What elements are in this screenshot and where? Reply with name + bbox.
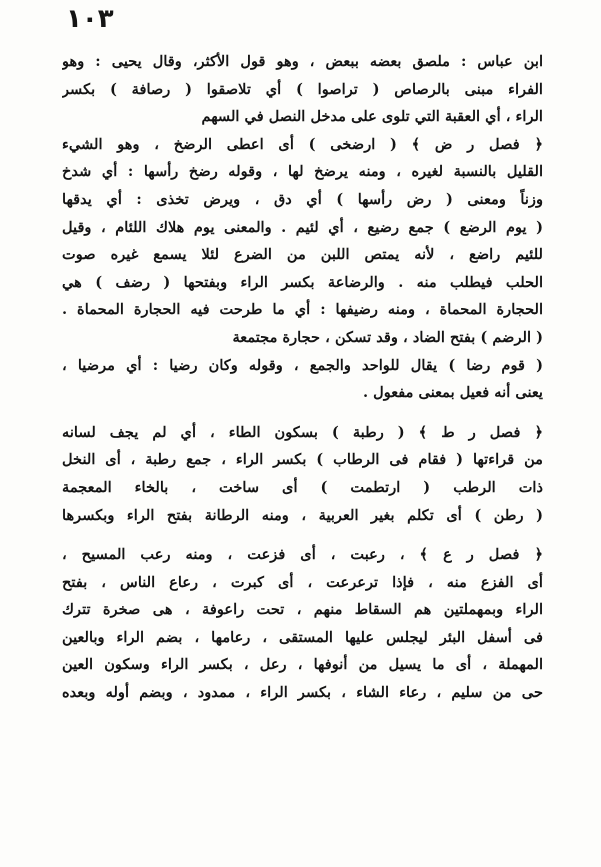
text-line: وزناً ومعنى ( رض رأسها ) أي دق ، ويرض تخذى : أي يدقها [62,190,543,208]
text-line: ( الرضم ) بفتح الضاد ، وقد تسكن ، حجارة مجتمعة [232,328,543,346]
text-line: ابن عباس : ملصق بعضه ببعض ، وهو قول الأكثر، وقال يحيى : وهو [62,53,543,70]
text-line: حى من سليم ، رعاء الشاء ، بكسر الراء ، ممدود ، وبضم أوله وبعده [62,684,543,702]
text-line: القليل بالنسبة لغيره ، ومنه يرضخ لها ، وقوله رضخ رأسها : أي شدخ [62,163,543,181]
text-line: الفراء مبنى بالرصاص ( تراصوا ) أي تلاصقوا ( رصافة ) بكسر [62,80,543,98]
paragraph [62,541,543,707]
text-line: يعنى أنه فعيل بمعنى مفعول . [362,384,543,402]
paragraph [62,131,543,407]
text-line: الحلب فيطلب منه . والرضاعة بكسر الراء وبفتحها ( رضف ) هي [62,273,543,291]
paragraph-gap [62,529,543,541]
text-line: فى أسفل البئر ليجلس عليها المستقى ، رعامها ، بضم الراء وبالعين [62,628,543,646]
text-line: ذات الرطب ( ارتطمت ) أى ساخت ، بالخاء المعجمة [62,478,543,496]
page-number: ١٠٣ [66,4,114,34]
section-heading-line: ﴿ فصل ر ض ﴾ ( ارضخى ) أى اعطى الرضخ ، وهو الشيء [62,135,543,153]
text-line: للئيم راضع ، لأنه يمتص اللبن من الضرع لئلا يسمع غيره صوت [62,246,543,264]
text-line: ( رطن ) أى تكلم بغير العربية ، ومنه الرطانة بفتح الراء وبكسرها [62,506,543,524]
text-line: الراء وبمهملتين هم السقاط منهم ، تحت راعوفة ، هى صخرة تترك [62,601,543,619]
section-heading-line: ﴿ فصل ر ع ﴾ ، رعبت ، أى فزعت ، ومنه رعب المسيح ، [62,546,543,564]
text-line: أى الفزع منه ، فإذا ترعرعت ، أى كبرت ، رعاع الناس ، بفتح [62,573,543,591]
paragraph [62,419,543,529]
paragraph-gap [62,407,543,419]
dictionary-text-block [62,48,543,707]
text-line: من قراءتها ( فقام فى الرطاب ) بكسر الراء ، جمع رطبة ، أى النخل [62,451,543,469]
text-line: الحجارة المحماة ، ومنه رضيفها : أي ما طرحت فيه الحجارة المحماة . [62,301,543,319]
text-line: المهملة ، أى ما يسيل من أنوفها ، رعل ، بكسر الراء وسكون العين [62,656,543,674]
text-line: الراء ، أي العقبة التي تلوى على مدخل النصل في السهم [201,108,543,126]
section-heading-line: ﴿ فصل ر ط ﴾ ( رطبة ) بسكون الطاء ، أي لم يجف لسانه [62,423,543,441]
paragraph [62,48,543,131]
text-line: ( يوم الرضع ) جمع رضيع ، أي لئيم . والمعنى يوم هلاك اللئام ، وقيل [62,218,543,236]
text-line: ( قوم رضا ) يقال للواحد والجمع ، وقوله وكان رضيا : أي مرضيا ، [62,356,543,374]
